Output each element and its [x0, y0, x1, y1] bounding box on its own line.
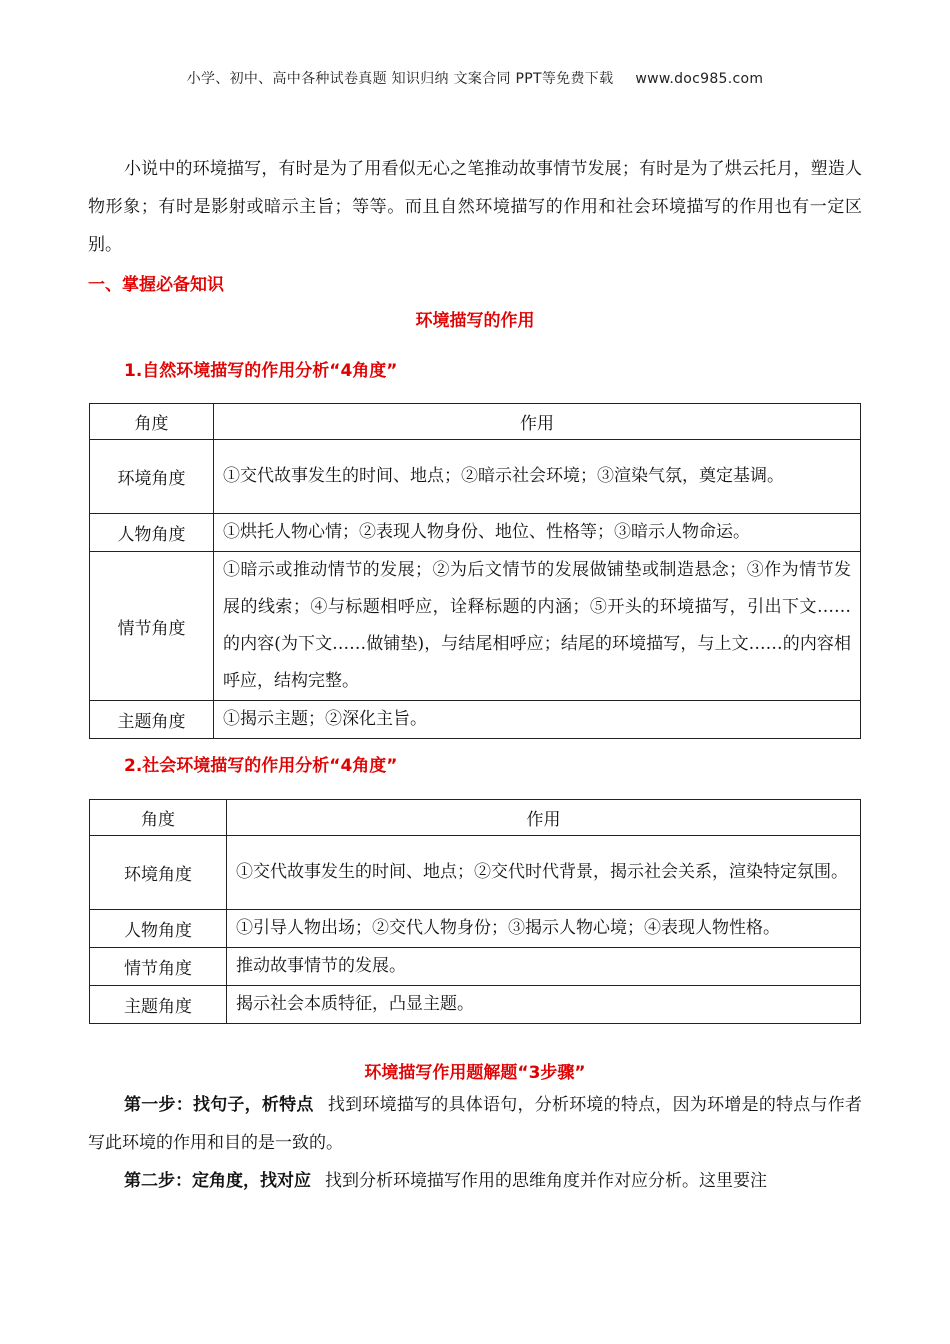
row-effect: ①揭示主题；②深化主旨。 [214, 701, 861, 739]
social-environment-table [89, 799, 861, 1024]
header-url[interactable]: www.doc985.com [635, 71, 764, 87]
title-solving-steps: 环境描写作用题解题“3步骤” [364, 1063, 586, 1083]
step-paragraph [88, 1086, 862, 1162]
col-header-effect: 作用 [227, 800, 861, 836]
row-angle: 情节角度 [90, 948, 227, 986]
col-header-effect: 作用 [214, 404, 861, 440]
table-row [90, 910, 861, 948]
row-angle: 环境角度 [90, 836, 227, 910]
intro-paragraph: 小说中的环境描写，有时是为了用看似无心之笔推动故事情节发展；有时是为了烘云托月，塑造人物形象；有时是影射或暗示主旨；等等。而且自然环境描写的作用和社会环境描写的作用也有一定区别。 [88, 159, 862, 255]
section-heading: 一、掌握必备知识 [88, 275, 224, 295]
step-label: 第一步：找句子，析特点 [124, 1095, 314, 1115]
table-row [90, 701, 861, 739]
table1-heading: 1.自然环境描写的作用分析“4角度” [124, 361, 398, 381]
row-angle: 人物角度 [90, 514, 214, 552]
table2-heading: 2.社会环境描写的作用分析“4角度” [124, 756, 398, 776]
step-text: 找到环境描写的具体语句，分析环境的特点，因为环增是的特点与作者写此环境的作用和目的是一致的。 [88, 1095, 863, 1153]
natural-environment-table [89, 403, 861, 739]
page-header [0, 68, 950, 88]
row-angle: 情节角度 [90, 552, 214, 701]
table-row [90, 948, 861, 986]
table-row [90, 552, 861, 701]
row-effect: 推动故事情节的发展。 [227, 948, 861, 986]
row-effect: ①引导人物出场；②交代人物身份；③揭示人物心境；④表现人物性格。 [227, 910, 861, 948]
table-row [90, 836, 861, 910]
row-effect: ①暗示或推动情节的发展；②为后文情节的发展做铺垫或制造悬念；③作为情节发展的线索；④与标题相呼应，诠释标题的内涵；⑤开头的环境描写，引出下文……的内容(为下文……做铺垫)，与结尾相呼应；结尾的环境描写，与上文……的内容相呼应，结构完整。 [214, 552, 861, 701]
table-row [90, 986, 861, 1024]
row-effect: ①烘托人物心情；②表现人物身份、地位、性格等；③暗示人物命运。 [214, 514, 861, 552]
step-paragraph [88, 1162, 862, 1200]
title-environment-effect: 环境描写的作用 [415, 311, 535, 331]
table-header-row [90, 800, 861, 836]
col-header-angle: 角度 [90, 404, 214, 440]
header-text: 小学、初中、高中各种试卷真题 知识归纳 文案合同 PPT等免费下载 [186, 71, 614, 87]
row-angle: 主题角度 [90, 701, 214, 739]
row-effect: 揭示社会本质特征，凸显主题。 [227, 986, 861, 1024]
step-label: 第二步：定角度，找对应 [124, 1171, 311, 1191]
row-angle: 人物角度 [90, 910, 227, 948]
row-effect: ①交代故事发生的时间、地点；②交代时代背景，揭示社会关系，渲染特定氛围。 [227, 836, 861, 910]
row-effect: ①交代故事发生的时间、地点；②暗示社会环境；③渲染气氛，奠定基调。 [214, 440, 861, 514]
table-row [90, 514, 861, 552]
col-header-angle: 角度 [90, 800, 227, 836]
row-angle: 主题角度 [90, 986, 227, 1024]
row-angle: 环境角度 [90, 440, 214, 514]
table-header-row [90, 404, 861, 440]
step-text: 找到分析环境描写作用的思维角度并作对应分析。这里要注 [325, 1171, 767, 1191]
table-row [90, 440, 861, 514]
